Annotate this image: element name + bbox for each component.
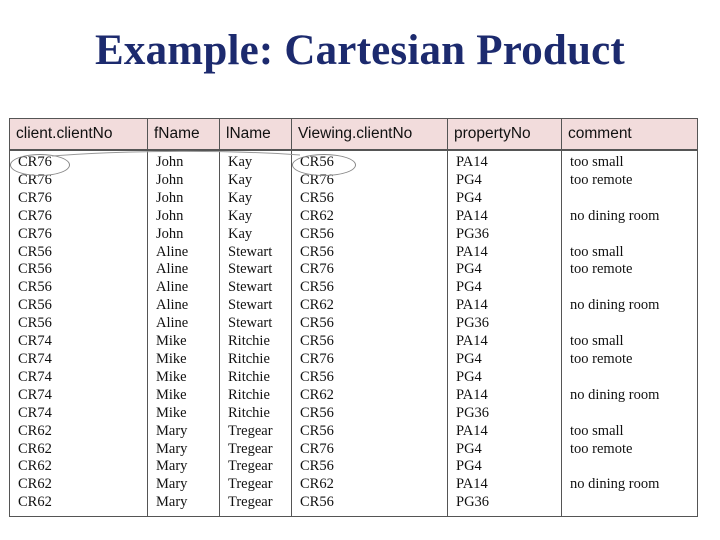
- col-propertyno-cell: PG4: [448, 458, 562, 476]
- col-lname-header: lName: [220, 119, 292, 151]
- col-client-clientno-cell: CR56: [10, 244, 148, 262]
- col-viewing-clientno-cell: CR56: [292, 279, 448, 297]
- col-comment-cell: no dining room: [562, 297, 698, 315]
- col-fname-cell: John: [148, 172, 220, 190]
- col-viewing-clientno-cell: CR76: [292, 172, 448, 190]
- cartesian-product-table: [9, 118, 698, 517]
- col-fname-cell: John: [148, 150, 220, 172]
- col-client-clientno-cell: CR62: [10, 476, 148, 494]
- col-client-clientno-cell: CR74: [10, 351, 148, 369]
- col-comment-cell: too small: [562, 333, 698, 351]
- col-lname-cell: Tregear: [220, 441, 292, 459]
- table-row: [10, 458, 698, 476]
- col-propertyno-cell: PG4: [448, 190, 562, 208]
- col-fname-cell: Aline: [148, 297, 220, 315]
- col-comment-cell: too remote: [562, 261, 698, 279]
- col-fname-cell: Mike: [148, 369, 220, 387]
- col-viewing-clientno-cell: CR56: [292, 190, 448, 208]
- col-fname-cell: Aline: [148, 261, 220, 279]
- col-propertyno-cell: PG36: [448, 405, 562, 423]
- col-client-clientno-cell: CR76: [10, 226, 148, 244]
- col-client-clientno-cell: CR76: [10, 150, 148, 172]
- col-fname-cell: John: [148, 208, 220, 226]
- col-comment-cell: no dining room: [562, 208, 698, 226]
- col-viewing-clientno-cell: CR76: [292, 351, 448, 369]
- col-fname-cell: Mike: [148, 351, 220, 369]
- col-comment-cell: too remote: [562, 172, 698, 190]
- table-row: [10, 261, 698, 279]
- col-lname-cell: Stewart: [220, 297, 292, 315]
- col-fname-cell: Mike: [148, 333, 220, 351]
- col-propertyno-cell: PG36: [448, 494, 562, 516]
- col-propertyno-cell: PG4: [448, 369, 562, 387]
- col-lname-cell: Stewart: [220, 261, 292, 279]
- col-client-clientno-cell: CR62: [10, 441, 148, 459]
- col-comment-cell: too small: [562, 423, 698, 441]
- table-row: [10, 351, 698, 369]
- col-lname-cell: Kay: [220, 150, 292, 172]
- col-viewing-clientno-cell: CR56: [292, 405, 448, 423]
- col-comment-header: comment: [562, 119, 698, 151]
- col-propertyno-cell: PA14: [448, 244, 562, 262]
- col-lname-cell: Kay: [220, 226, 292, 244]
- col-propertyno-cell: PG4: [448, 441, 562, 459]
- col-viewing-clientno-cell: CR62: [292, 387, 448, 405]
- col-fname-cell: John: [148, 190, 220, 208]
- col-lname-cell: Ritchie: [220, 405, 292, 423]
- col-fname-cell: Mary: [148, 458, 220, 476]
- col-comment-cell: [562, 494, 698, 516]
- col-propertyno-cell: PG4: [448, 172, 562, 190]
- col-propertyno-cell: PA14: [448, 150, 562, 172]
- col-viewing-clientno-cell: CR56: [292, 423, 448, 441]
- table-row: [10, 387, 698, 405]
- col-client-clientno-cell: CR74: [10, 333, 148, 351]
- col-lname-cell: Kay: [220, 172, 292, 190]
- slide-title: Example: Cartesian Product: [95, 27, 625, 74]
- col-lname-cell: Tregear: [220, 476, 292, 494]
- cartesian-product-table-container: [9, 118, 697, 517]
- table-row: [10, 172, 698, 190]
- col-propertyno-cell: PG4: [448, 261, 562, 279]
- col-propertyno-header: propertyNo: [448, 119, 562, 151]
- col-comment-cell: [562, 405, 698, 423]
- col-propertyno-cell: PA14: [448, 423, 562, 441]
- col-lname-cell: Stewart: [220, 315, 292, 333]
- col-viewing-clientno-cell: CR62: [292, 297, 448, 315]
- col-comment-cell: [562, 315, 698, 333]
- table-row: [10, 315, 698, 333]
- table-row: [10, 150, 698, 172]
- table-row: [10, 333, 698, 351]
- col-viewing-clientno-cell: CR56: [292, 458, 448, 476]
- col-viewing-clientno-cell: CR56: [292, 226, 448, 244]
- col-viewing-clientno-cell: CR62: [292, 208, 448, 226]
- col-comment-cell: no dining room: [562, 387, 698, 405]
- col-comment-cell: too remote: [562, 441, 698, 459]
- col-fname-cell: Mary: [148, 476, 220, 494]
- col-comment-cell: [562, 458, 698, 476]
- col-lname-cell: Tregear: [220, 458, 292, 476]
- col-comment-cell: [562, 190, 698, 208]
- table-row: [10, 226, 698, 244]
- col-lname-cell: Stewart: [220, 244, 292, 262]
- col-viewing-clientno-cell: CR56: [292, 315, 448, 333]
- table-row: [10, 244, 698, 262]
- table-row: [10, 476, 698, 494]
- table-header-row: [10, 119, 698, 151]
- table-row: [10, 369, 698, 387]
- col-viewing-clientno-header: Viewing.clientNo: [292, 119, 448, 151]
- col-viewing-clientno-cell: CR56: [292, 369, 448, 387]
- col-comment-cell: too small: [562, 150, 698, 172]
- col-propertyno-cell: PG4: [448, 279, 562, 297]
- table-row: [10, 423, 698, 441]
- col-propertyno-cell: PA14: [448, 333, 562, 351]
- col-lname-cell: Tregear: [220, 494, 292, 516]
- col-client-clientno-cell: CR76: [10, 172, 148, 190]
- col-comment-cell: [562, 369, 698, 387]
- table-row: [10, 494, 698, 516]
- table-row: [10, 208, 698, 226]
- table-body: [10, 150, 698, 517]
- col-lname-cell: Ritchie: [220, 387, 292, 405]
- table-row: [10, 297, 698, 315]
- col-fname-cell: John: [148, 226, 220, 244]
- table-row: [10, 279, 698, 297]
- col-viewing-clientno-cell: CR56: [292, 494, 448, 516]
- col-lname-cell: Ritchie: [220, 369, 292, 387]
- col-lname-cell: Kay: [220, 190, 292, 208]
- col-comment-cell: no dining room: [562, 476, 698, 494]
- col-propertyno-cell: PA14: [448, 387, 562, 405]
- col-propertyno-cell: PA14: [448, 476, 562, 494]
- col-comment-cell: too small: [562, 244, 698, 262]
- table-row: [10, 190, 698, 208]
- col-viewing-clientno-cell: CR76: [292, 441, 448, 459]
- col-fname-cell: Mary: [148, 441, 220, 459]
- col-fname-cell: Mary: [148, 494, 220, 516]
- col-propertyno-cell: PA14: [448, 208, 562, 226]
- col-client-clientno-cell: CR76: [10, 208, 148, 226]
- col-fname-cell: Mike: [148, 387, 220, 405]
- col-comment-cell: [562, 279, 698, 297]
- col-propertyno-cell: PG36: [448, 315, 562, 333]
- col-fname-cell: Mike: [148, 405, 220, 423]
- col-client-clientno-cell: CR62: [10, 494, 148, 516]
- col-propertyno-cell: PG4: [448, 351, 562, 369]
- col-viewing-clientno-cell: CR56: [292, 333, 448, 351]
- col-client-clientno-cell: CR56: [10, 297, 148, 315]
- col-lname-cell: Stewart: [220, 279, 292, 297]
- table-row: [10, 441, 698, 459]
- col-fname-cell: Aline: [148, 244, 220, 262]
- col-fname-cell: Aline: [148, 315, 220, 333]
- col-viewing-clientno-cell: CR76: [292, 261, 448, 279]
- col-lname-cell: Ritchie: [220, 351, 292, 369]
- col-lname-cell: Tregear: [220, 423, 292, 441]
- col-client-clientno-cell: CR62: [10, 458, 148, 476]
- col-comment-cell: [562, 226, 698, 244]
- col-viewing-clientno-cell: CR56: [292, 244, 448, 262]
- col-client-clientno-cell: CR74: [10, 369, 148, 387]
- col-comment-cell: too remote: [562, 351, 698, 369]
- col-client-clientno-cell: CR56: [10, 261, 148, 279]
- table-row: [10, 405, 698, 423]
- col-viewing-clientno-cell: CR62: [292, 476, 448, 494]
- col-client-clientno-cell: CR56: [10, 315, 148, 333]
- col-client-clientno-cell: CR74: [10, 405, 148, 423]
- col-client-clientno-header: client.clientNo: [10, 119, 148, 151]
- col-propertyno-cell: PG36: [448, 226, 562, 244]
- col-client-clientno-cell: CR62: [10, 423, 148, 441]
- col-client-clientno-cell: CR76: [10, 190, 148, 208]
- col-fname-cell: Mary: [148, 423, 220, 441]
- col-fname-cell: Aline: [148, 279, 220, 297]
- col-client-clientno-cell: CR56: [10, 279, 148, 297]
- col-lname-cell: Ritchie: [220, 333, 292, 351]
- col-propertyno-cell: PA14: [448, 297, 562, 315]
- col-lname-cell: Kay: [220, 208, 292, 226]
- col-viewing-clientno-cell: CR56: [292, 150, 448, 172]
- col-client-clientno-cell: CR74: [10, 387, 148, 405]
- col-fname-header: fName: [148, 119, 220, 151]
